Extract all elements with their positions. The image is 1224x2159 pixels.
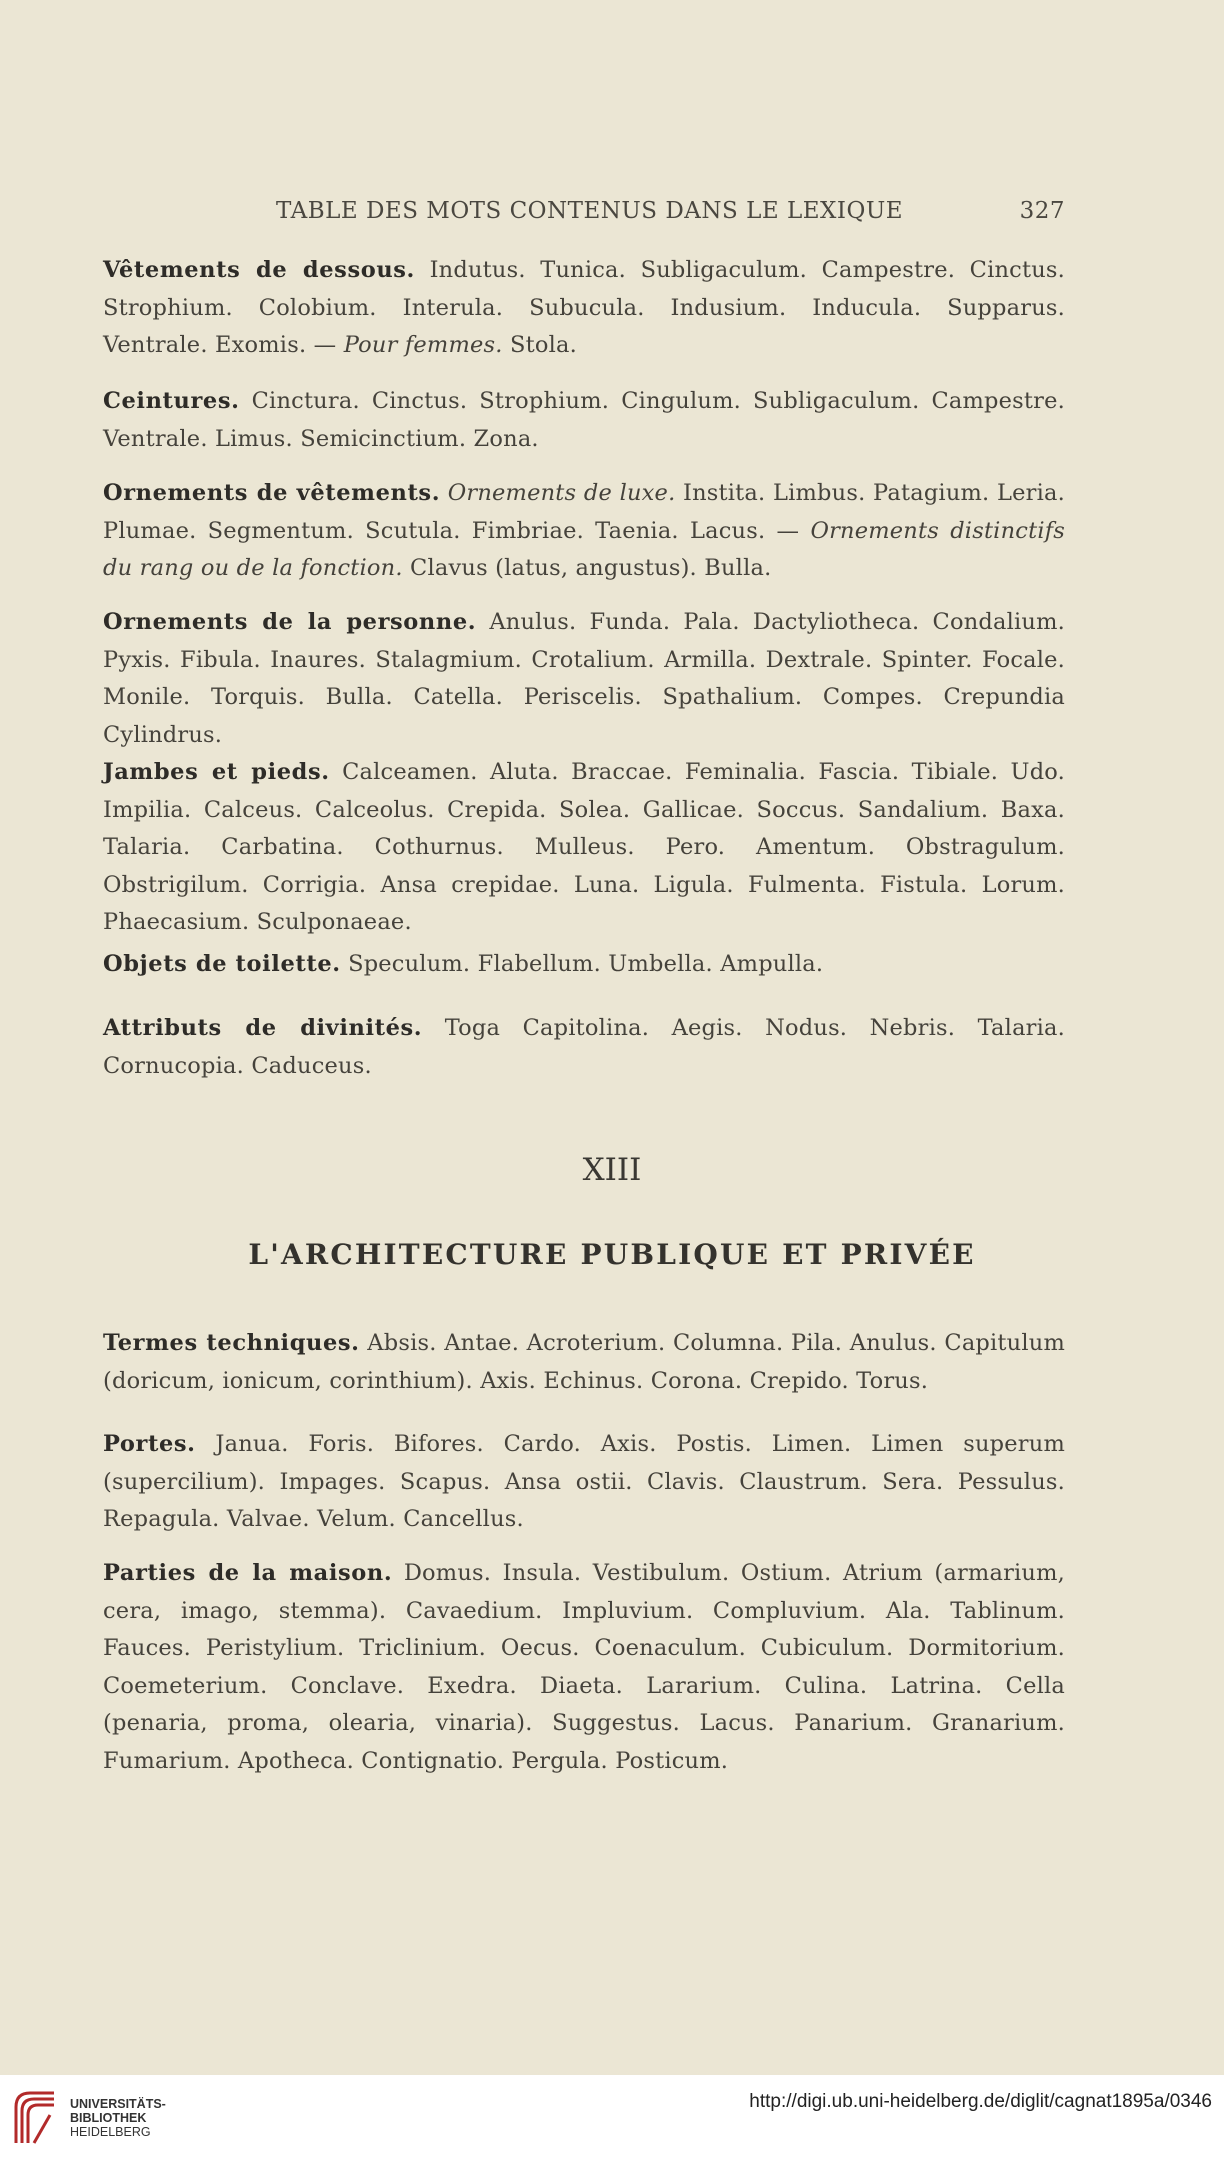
running-title: TABLE DES MOTS CONTENUS DANS LE LEXIQUE: [276, 198, 904, 224]
library-line: BIBLIOTHEK: [70, 2111, 147, 2125]
section-text: Clavus (latus, angustus). Bulla.: [402, 555, 772, 581]
section-objets-de-toilette: [103, 946, 1065, 984]
section-text: Instita. Limbus. Patagium. Leria. Plumae. Segmentum. Scutula. Fimbriae. Taenia. Lacus. —: [103, 480, 1065, 544]
permalink-url[interactable]: http://digi.ub.uni-heidelberg.de/diglit/cagnat1895a/0346: [749, 2091, 1212, 2112]
section-heading: Portes.: [103, 1431, 196, 1457]
section-italic-text: Pour femmes.: [343, 332, 503, 358]
section-text: Domus. Insula. Vestibulum. Ostium. Atrium (armarium, cera, imago, stemma). Cavaedium. Impluvium. Compluvium. Ala. Tablinum. Fauces. Peristylium. Triclinium. Oecus. Coenaculum. Cubiculum. Dormitorium. Coemeterium. Conclave. Exedra. Diaeta. Lararium. Culina. Latrina. Cella (penaria, proma, olearia, vinaria). Suggestus. Lacus. Panarium. Granarium. Fumarium. Apotheca. Contignatio. Pergula. Posticum.: [103, 1560, 1066, 1774]
library-line: UNIVERSITÄTS-: [70, 2097, 166, 2111]
section-text: Speculum. Flabellum. Umbella. Ampulla.: [348, 951, 824, 977]
section-attributs-de-divinites: [103, 1010, 1065, 1085]
section-portes: [103, 1426, 1065, 1539]
section-heading: Ornements de vêtements.: [103, 480, 441, 506]
section-italic-text: Ornements distinctifs du rang ou de la fonction.: [103, 517, 1065, 581]
running-head: [103, 198, 1065, 232]
section-termes-techniques: [103, 1325, 1065, 1400]
section-parties-de-la-maison: [103, 1555, 1065, 1780]
library-line: HEIDELBERG: [70, 2125, 151, 2139]
section-text: Stola.: [502, 332, 577, 358]
section-italic-text: Ornements de luxe.: [447, 480, 676, 506]
section-text: Anulus. Funda. Pala. Dactyliotheca. Condalium. Pyxis. Fibula. Inaures. Stalagmium. Crotalium. Armilla. Dextrale. Spinter. Focale. Monile. Torquis. Bulla. Catella. Periscelis. Spathalium. Compes. Crepundia Cylindrus.: [103, 609, 1065, 748]
section-heading: Ornements de la personne.: [103, 609, 477, 635]
section-ornements-de-vetements: [103, 475, 1065, 588]
section-text: Toga Capitolina. Aegis. Nodus. Nebris. Talaria. Cornucopia. Caduceus.: [103, 1015, 1066, 1079]
section-vetements-de-dessous: [103, 252, 1065, 365]
section-heading: Vêtements de dessous.: [103, 257, 415, 283]
section-heading: Objets de toilette.: [103, 951, 341, 977]
section-ornements-de-la-personne: [103, 604, 1065, 754]
chapter-title: L'ARCHITECTURE PUBLIQUE ET PRIVÉE: [248, 1238, 976, 1271]
section-heading: Jambes et pieds.: [103, 759, 330, 785]
section-ceintures: [103, 383, 1065, 458]
chapter-number: XIII: [582, 1152, 642, 1188]
section-text: Janua. Foris. Bifores. Cardo. Axis. Postis. Limen. Limen superum (supercilium). Impages. Scapus. Ansa ostii. Clavis. Claustrum. Sera. Pessulus. Repagula. Valvae. Velum. Cancellus.: [103, 1431, 1065, 1532]
section-text: Indutus. Tunica. Subligaculum. Campestre. Cinctus. Strophium. Colobium. Interula. Subucula. Indusium. Inducula. Supparus. Ventrale. Exomis. —: [103, 257, 1065, 358]
section-text: Cinctura. Cinctus. Strophium. Cingulum. Subligaculum. Campestre. Ventrale. Limus. Semicinctium. Zona.: [103, 388, 1065, 452]
section-heading: Attributs de divinités.: [103, 1015, 423, 1041]
section-heading: Parties de la maison.: [103, 1560, 393, 1586]
section-jambes-et-pieds: [103, 754, 1065, 942]
library-name: [70, 2097, 166, 2139]
library-logo-icon: [10, 2085, 62, 2149]
section-text: Calceamen. Aluta. Braccae. Feminalia. Fascia. Tibiale. Udo. Impilia. Calceus. Calceolus. Crepida. Solea. Gallicae. Soccus. Sandalium. Baxa. Talaria. Carbatina. Cothurnus. Mulleus. Pero. Amentum. Obstragulum. Obstrigilum. Corrigia. Ansa crepidae. Luna. Ligula. Fulmenta. Fistula. Lorum. Phaecasium. Sculponaeae.: [103, 759, 1065, 935]
section-heading: Ceintures.: [103, 388, 240, 414]
section-text: Absis. Antae. Acroterium. Columna. Pila. Anulus. Capitulum (doricum, ionicum, corinthium). Axis. Echinus. Corona. Crepido. Torus.: [103, 1330, 1065, 1394]
digitization-footer: [0, 2075, 1224, 2159]
section-heading: Termes techniques.: [103, 1330, 360, 1356]
page-number: 327: [1019, 198, 1065, 224]
